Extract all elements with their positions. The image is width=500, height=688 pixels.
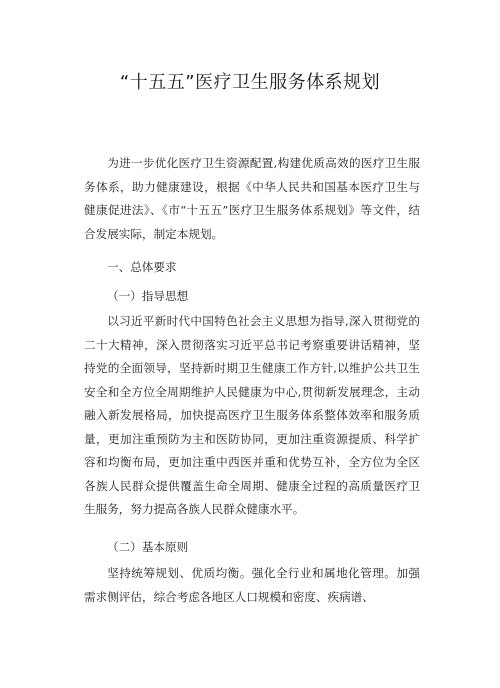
subsection-heading-guiding-ideology: （一）指导思想 xyxy=(107,289,189,303)
document-title: “十五五”医疗卫生服务体系规划 xyxy=(119,72,381,93)
subsection-heading-basic-principles: （二）基本原则 xyxy=(107,540,189,554)
section-heading-general-requirements: 一、总体要求 xyxy=(107,260,177,274)
guiding-ideology-paragraph: 以习近平新时代中国特色社会主义思想为指导,深入贯彻党的二十大精神，深入贯彻落实习近平总书记考察重要讲话精神，坚持党的全面领导，坚持新时期卫生健康工作方针,以维护公共卫生安全和全方位全周期维护人民健康为中心,贯彻新发展理念，主动融入新发展格局，加快提高医疗卫生服务体系整体效率和服务质量，更加注重预防为主和医防协同，更加注重资源提质、科学扩容和均衡布局，更加注重中西医并重和优势互补，全方位为全区各族人民群众提供覆盖生命全周期、健康全过程的高质量医疗卫生服务，努力提高各族人民群众健康水平。 xyxy=(84,314,420,516)
intro-paragraph: 为进一步优化医疗卫生资源配置,构建优质高效的医疗卫生服务体系，助力健康建设，根据《中华人民共和国基本医疗卫生与健康促进法》、《市“十五五”医疗卫生服务体系规划》等文件，结合发展实际，制定本规划。 xyxy=(84,156,420,241)
basic-principles-paragraph: 坚持统筹规划、优质均衡。强化全行业和属地化管理。加强需求侧评估，综合考虑各地区人口规模和密度、疾病谱、 xyxy=(84,566,420,604)
